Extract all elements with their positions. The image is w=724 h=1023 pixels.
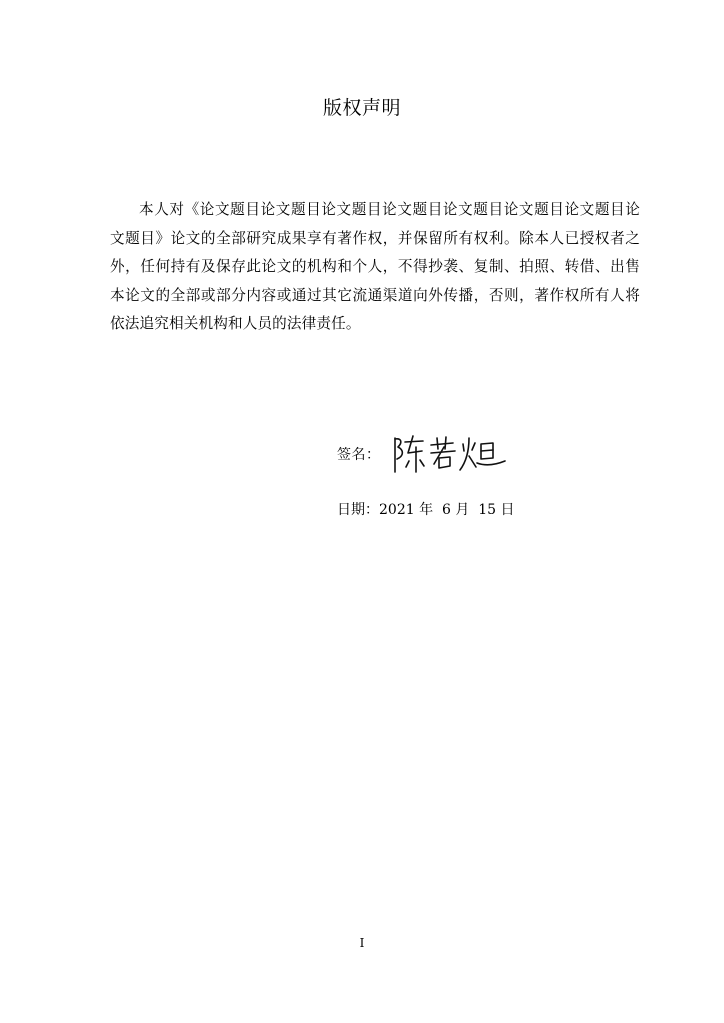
signature-row [337, 432, 597, 476]
page-number: I [359, 936, 365, 950]
signature-label: 签名： [337, 447, 381, 463]
page-title: 版权声明 [322, 97, 401, 119]
copyright-statement-paragraph: 本人对《论文题目论文题目论文题目论文题目论文题目论文题目论文题目论文题目》论文的全部研究成果享有著作权，并保留所有权利。除本人已授权者之外，任何持有及保存此论文的机构和个人，不得抄袭、复制、拍照、转借、出售本论文的全部或部分内容或通过其它流通渠道向外传播，否则，著作权所有人将依法追究相关机构和人员的法律责任。 [110, 201, 640, 332]
date-line: 日期：2021 年 6 月 15 日 [337, 502, 515, 518]
handwritten-signature [387, 432, 512, 476]
